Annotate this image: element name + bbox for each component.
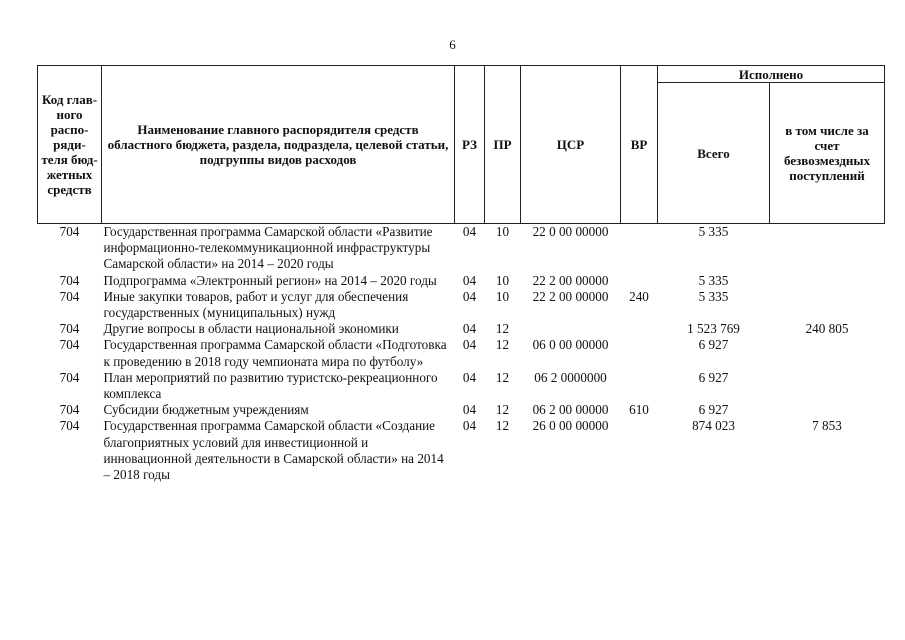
- cell-total: 6 927: [698, 369, 729, 385]
- cell-csr: 06 0 00 00000: [532, 337, 609, 353]
- cell-total: 6 927: [698, 337, 729, 353]
- cell-free: [770, 224, 885, 273]
- cell-vr: [621, 370, 658, 402]
- cell-pr: 10: [495, 272, 510, 288]
- cell-name: Субсидии бюджетным учреждениям: [103, 402, 309, 418]
- cell-csr: [521, 321, 621, 337]
- cell-code: 704: [59, 224, 80, 239]
- cell-name: Государственная программа Самарской области «Подготовка к проведению в 2018 году чемпионата мира по футболу»: [103, 337, 447, 369]
- cell-vr: [621, 224, 658, 273]
- cell-free: [770, 402, 885, 418]
- cell-rz: 04: [462, 418, 477, 434]
- cell-pr: 10: [495, 288, 510, 304]
- cell-csr: 06 2 00 00000: [532, 402, 609, 418]
- cell-free: [770, 370, 885, 402]
- cell-total: 5 335: [698, 272, 729, 288]
- table-row: [38, 402, 885, 418]
- header-code: Код глав-ного распо-ряди-теля бюд-жетных средств: [38, 66, 102, 224]
- table-row: [38, 370, 885, 402]
- cell-csr: 26 0 00 00000: [532, 418, 609, 434]
- cell-code: 704: [59, 369, 80, 385]
- cell-total: 5 335: [698, 224, 729, 239]
- header-name: Наименование главного распорядителя средств областного бюджета, раздела, подраздела, целевой статьи, подгруппы видов расходов: [102, 66, 455, 224]
- cell-rz: 04: [462, 272, 477, 288]
- cell-code: 704: [59, 321, 80, 337]
- header-csr: ЦСР: [521, 66, 621, 224]
- cell-code: 704: [59, 402, 80, 418]
- page-number: 6: [449, 37, 456, 52]
- table-row: [38, 321, 885, 337]
- cell-total: 874 023: [692, 418, 735, 434]
- cell-rz: 04: [462, 369, 477, 385]
- cell-csr: 06 2 0000000: [534, 369, 607, 385]
- cell-total: 1 523 769: [687, 321, 740, 337]
- cell-vr: [621, 337, 658, 369]
- cell-csr: 22 2 00 00000: [532, 288, 609, 304]
- cell-rz: 04: [462, 402, 477, 418]
- cell-name: Другие вопросы в области национальной экономики: [103, 321, 399, 337]
- table-row: [38, 337, 885, 369]
- cell-pr: 12: [495, 337, 510, 353]
- cell-free: [770, 289, 885, 321]
- cell-name: Государственная программа Самарской области «Развитие информационно-телекоммуникационной инфраструктуры Самарской области» на 2014 – 2020 годы: [103, 224, 433, 272]
- table-header: [38, 66, 885, 224]
- table-row: [38, 273, 885, 289]
- cell-pr: 12: [495, 369, 510, 385]
- cell-vr: 610: [629, 402, 649, 418]
- cell-vr: [621, 321, 658, 337]
- table-row: [38, 418, 885, 483]
- table-row: [38, 224, 885, 273]
- cell-rz: 04: [462, 288, 477, 304]
- cell-rz: 04: [462, 321, 477, 337]
- cell-code: 704: [59, 337, 80, 353]
- cell-free: [770, 337, 885, 369]
- cell-pr: 10: [495, 224, 510, 239]
- header-executed: Исполнено: [658, 66, 885, 83]
- table-body: [38, 224, 885, 484]
- cell-total: 6 927: [698, 402, 729, 418]
- cell-csr: 22 0 00 00000: [532, 224, 609, 239]
- budget-execution-table: [37, 65, 885, 483]
- cell-name: Иные закупки товаров, работ и услуг для обеспечения государственных (муниципальных) нужд: [103, 288, 409, 321]
- cell-total: 5 335: [698, 288, 729, 304]
- table-row: [38, 289, 885, 321]
- cell-free: [770, 273, 885, 289]
- cell-pr: 12: [495, 321, 510, 337]
- cell-free: 7 853: [812, 418, 842, 434]
- header-pr: ПР: [485, 66, 521, 224]
- cell-code: 704: [59, 418, 80, 434]
- header-rz: РЗ: [455, 66, 485, 224]
- cell-name: План мероприятий по развитию туристско-рекреационного комплекса: [103, 369, 438, 402]
- header-total: Всего: [658, 83, 770, 224]
- cell-vr: [621, 273, 658, 289]
- cell-pr: 12: [495, 418, 510, 434]
- cell-name: Государственная программа Самарской области «Создание благоприятных условий для инвестиционной и инновационной деятельности в Самарской области» на 2014 – 2018 годы: [103, 418, 444, 483]
- cell-free: 240 805: [805, 321, 849, 337]
- cell-csr: 22 2 00 00000: [532, 272, 609, 288]
- cell-vr: 240: [629, 288, 649, 304]
- header-vr: ВР: [621, 66, 658, 224]
- cell-code: 704: [59, 288, 80, 304]
- header-including-free: в том числе за счет безвозмездных поступлений: [770, 83, 885, 224]
- cell-rz: 04: [462, 337, 477, 353]
- cell-vr: [621, 418, 658, 483]
- cell-name: Подпрограмма «Электронный регион» на 2014 – 2020 годы: [103, 272, 437, 288]
- cell-pr: 12: [495, 402, 510, 418]
- cell-code: 704: [59, 272, 80, 288]
- cell-rz: 04: [462, 224, 477, 239]
